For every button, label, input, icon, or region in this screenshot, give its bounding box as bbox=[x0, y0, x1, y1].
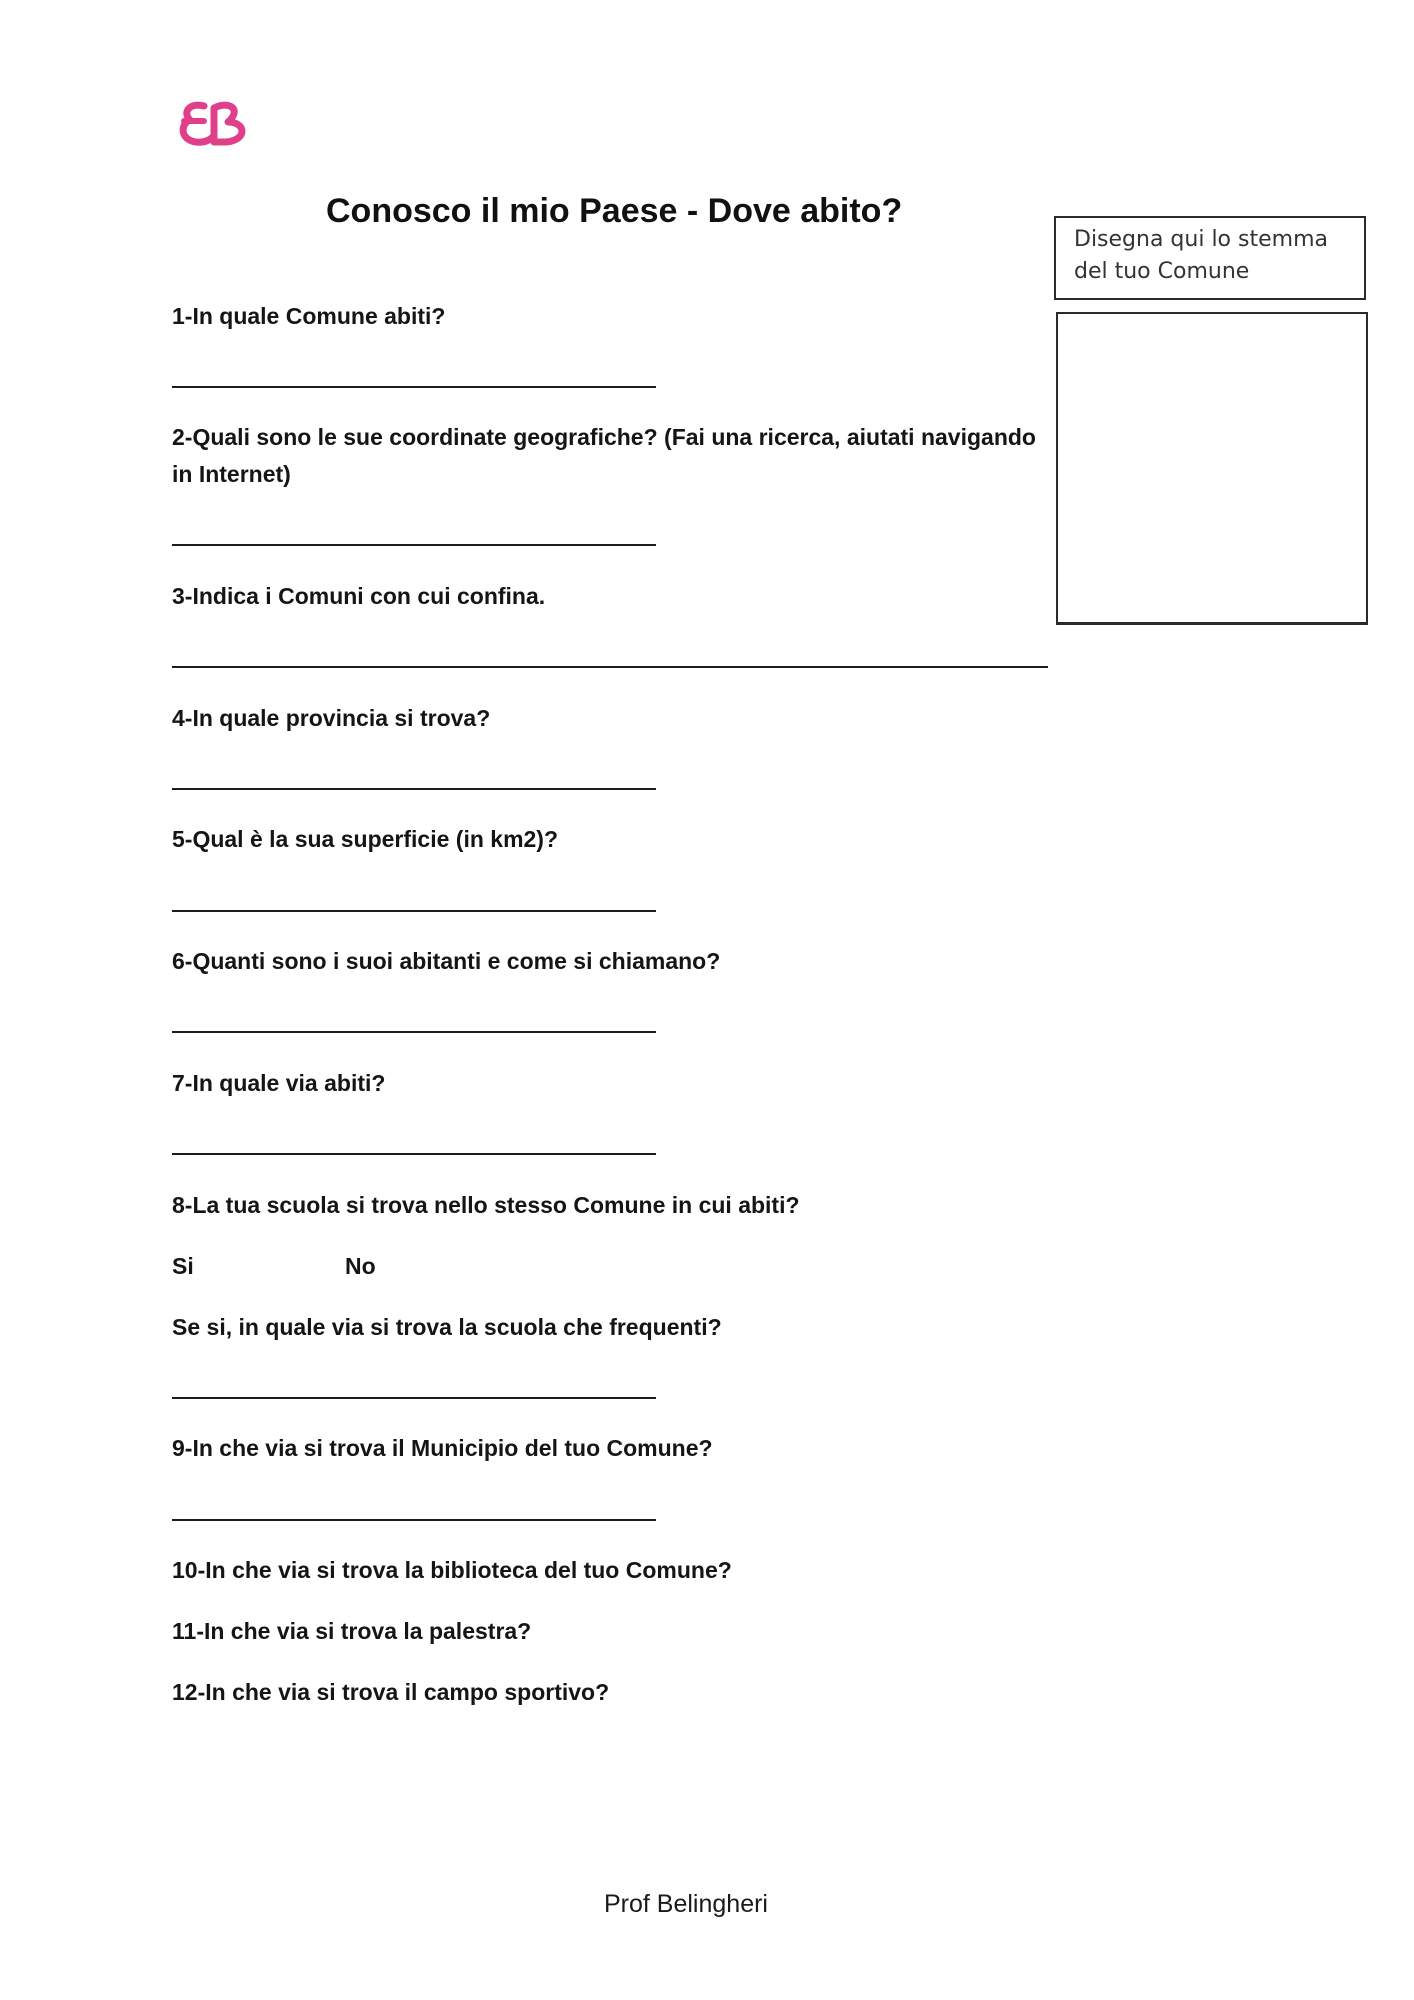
question-4: 4-In quale provincia si trova? bbox=[172, 705, 491, 731]
option-no[interactable]: No bbox=[345, 1253, 376, 1279]
question-9: 9-In che via si trova il Municipio del tuo Comune? bbox=[172, 1435, 713, 1461]
answer-line-9[interactable] bbox=[172, 1519, 656, 1521]
answer-line-6[interactable] bbox=[172, 1031, 656, 1033]
logo bbox=[170, 88, 266, 178]
question-10: 10-In che via si trova la biblioteca del tuo Comune? bbox=[172, 1557, 732, 1583]
answer-line-4[interactable] bbox=[172, 788, 656, 790]
answer-line-8[interactable] bbox=[172, 1397, 656, 1399]
answer-line-2[interactable] bbox=[172, 544, 656, 546]
question-2: 2-Quali sono le sue coordinate geografiche? (Fai una ricerca, aiutati navigando in Internet) bbox=[172, 424, 1036, 487]
question-8-followup: Se si, in quale via si trova la scuola che frequenti? bbox=[172, 1314, 722, 1340]
stemma-drawing-box[interactable] bbox=[1056, 312, 1368, 625]
question-5: 5-Qual è la sua superficie (in km2)? bbox=[172, 826, 559, 852]
question-3: 3-Indica i Comuni con cui confina. bbox=[172, 583, 546, 609]
question-8: 8-La tua scuola si trova nello stesso Comune in cui abiti? bbox=[172, 1192, 800, 1218]
stemma-label: Disegna qui lo stemma del tuo Comune bbox=[1054, 216, 1366, 300]
question-11: 11-In che via si trova la palestra? bbox=[172, 1618, 532, 1644]
footer-author: Prof Belingheri bbox=[604, 1890, 768, 1918]
answer-line-1[interactable] bbox=[172, 386, 656, 388]
question-1: 1-In quale Comune abiti? bbox=[172, 303, 446, 329]
answer-line-5[interactable] bbox=[172, 910, 656, 912]
question-12: 12-In che via si trova il campo sportivo? bbox=[172, 1679, 610, 1705]
answer-line-3[interactable] bbox=[172, 666, 1048, 668]
page-title: Conosco il mio Paese - Dove abito? bbox=[326, 192, 903, 230]
option-si[interactable]: Si bbox=[172, 1253, 194, 1279]
question-6: 6-Quanti sono i suoi abitanti e come si chiamano? bbox=[172, 948, 721, 974]
question-7: 7-In quale via abiti? bbox=[172, 1070, 386, 1096]
logo-eb-icon bbox=[170, 88, 266, 178]
answer-line-7[interactable] bbox=[172, 1153, 656, 1155]
